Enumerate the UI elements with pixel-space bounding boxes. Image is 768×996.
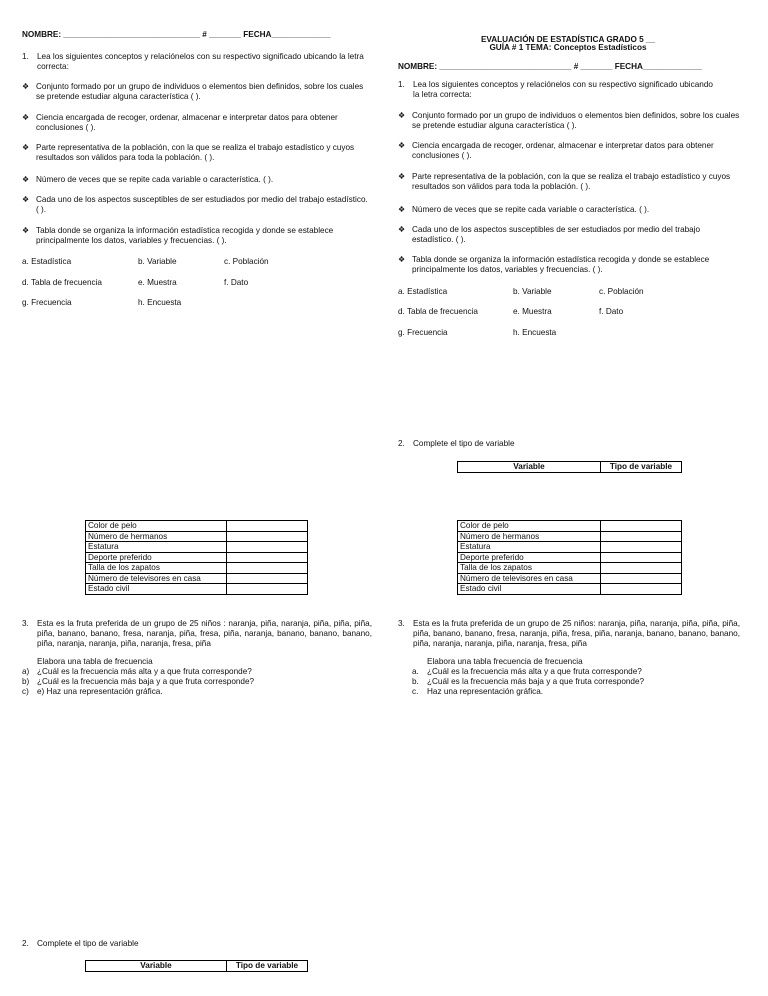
left-question-2: 2. Complete el tipo de variable (22, 939, 139, 948)
left-q1-item: ❖ Tabla donde se organiza la información estadística recogida y donde se establece principalmente los datos, variables y frecuencias. ( ). (22, 226, 334, 245)
answer-cell[interactable] (227, 542, 308, 553)
answer-cell[interactable] (601, 531, 682, 542)
right-q1-item: ❖ Parte representativa de la población, con la que se realiza el trabajo estadístico y cuyos resultados son válidos para toda la población. ( ). (398, 172, 731, 191)
right-option: d. Tabla de frecuencia (398, 307, 478, 316)
left-option: e. Muestra (138, 278, 177, 287)
answer-cell[interactable] (227, 531, 308, 542)
left-option: f. Dato (224, 278, 249, 287)
right-option: c. Población (599, 287, 644, 296)
table-row: Talla de los zapatos (86, 563, 308, 574)
diamond-bullet-icon: ❖ (398, 141, 406, 150)
table-row: Color de pelo (86, 521, 308, 532)
table-header-row: Variable Tipo de variable (458, 462, 682, 473)
table-row: Estado civil (458, 584, 682, 595)
diamond-bullet-icon: ❖ (22, 113, 30, 122)
left-q1-item: ❖ Ciencia encargada de recoger, ordenar, almacenar e interpretar datos para obtener conclusiones ( ). (22, 113, 338, 132)
left-option: h. Encuesta (138, 298, 182, 307)
right-question-2: 2. Complete el tipo de variable (398, 439, 515, 448)
right-option: f. Dato (599, 307, 624, 316)
table-row: Número de televisores en casa (458, 573, 682, 584)
right-option: b. Variable (513, 287, 552, 296)
right-q1-item: ❖ Número de veces que se repite cada variable o característica. ( ). (398, 205, 650, 214)
diamond-bullet-icon: ❖ (398, 255, 406, 264)
diamond-bullet-icon: ❖ (398, 111, 406, 120)
table-row: Estatura (86, 542, 308, 553)
right-q3-intro: Elabora una tabla frecuencia de frecuencia (427, 657, 583, 666)
answer-cell[interactable] (601, 552, 682, 563)
diamond-bullet-icon: ❖ (22, 143, 30, 152)
table-row: Talla de los zapatos (458, 563, 682, 574)
diamond-bullet-icon: ❖ (22, 82, 30, 91)
left-q1-number: 1. (22, 52, 29, 61)
table-row: Número de hermanos (86, 531, 308, 542)
right-variables-table (457, 520, 682, 595)
table-row: Número de hermanos (458, 531, 682, 542)
left-q3-intro: Elabora una tabla de frecuencia (37, 657, 153, 666)
right-q1-item: ❖ Cada uno de los aspectos susceptibles de ser estudiados por medio del trabajo estadístico. ( ). (398, 225, 701, 244)
left-q1-item: ❖ Número de veces que se repite cada variable o característica. ( ). (22, 175, 274, 184)
right-q1-item: ❖ Ciencia encargada de recoger, ordenar, almacenar e interpretar datos para obtener conclusiones ( ). (398, 141, 714, 160)
left-header: NOMBRE: ______________________________ # _______ FECHA_____________ (22, 30, 331, 39)
answer-cell[interactable] (227, 552, 308, 563)
right-question-3: 3. Esta es la fruta preferida de un grupo de 25 niños: naranja, piña, naranja, piña, piña, piña, piña, banano, banano, fresa, naranja, piña, fresa, piña, naranja, banano, banano, banano, piña, naranja, naranja, piña, naranja, fresa, piña Elabora una tabla frecuencia de frecuencia a. ¿Cuál es la frecuencia más alta y a que fruta corresponde? b. ¿Cuál es la frecuencia más baja y a que fruta corresponde? c. Haz una representación gráfica. (398, 619, 740, 696)
right-q1-text: Lea los siguientes conceptos y relaciónelos con su respectivo significado ubicando la letra correcta: (413, 80, 713, 99)
left-q3-text: Esta es la fruta preferida de un grupo de 25 niños : naranja, piña, naranja, piña, piña, piña, piña, banano, banano, fresa, naranja, piña, fresa, piña, naranja, banano, banano, banano, piña, naranja, naranja, piña, naranja, fresa, piña (37, 619, 372, 648)
table-row: Estatura (458, 542, 682, 553)
answer-cell[interactable] (601, 542, 682, 553)
diamond-bullet-icon: ❖ (398, 225, 406, 234)
table-row: Deporte preferido (86, 552, 308, 563)
answer-cell[interactable] (601, 584, 682, 595)
answer-cell[interactable] (601, 521, 682, 532)
left-q1-item: ❖ Parte representativa de la población, con la que se realiza el trabajo estadístico y cuyos resultados son válidos para toda la población. ( ). (22, 143, 355, 162)
answer-cell[interactable] (227, 563, 308, 574)
diamond-bullet-icon: ❖ (398, 172, 406, 181)
table-row: Deporte preferido (458, 552, 682, 563)
diamond-bullet-icon: ❖ (22, 195, 30, 204)
right-option: a. Estadística (398, 287, 448, 296)
diamond-bullet-icon: ❖ (22, 226, 30, 235)
right-subtitle: GUÍA # 1 TEMA: Conceptos Estadísticos (489, 43, 647, 52)
answer-cell[interactable] (227, 573, 308, 584)
left-q1-text: Lea los siguientes conceptos y relaciónelos con su respectivo significado ubicando la letra correcta: (37, 52, 364, 71)
left-question-1 (22, 52, 372, 72)
right-q1-item: ❖ Tabla donde se organiza la información estadística recogida y donde se establece principalmente los datos, variables y frecuencias. ( ). (398, 255, 710, 274)
right-header: NOMBRE: _____________________________ # _______ FECHA_____________ (398, 62, 703, 71)
left-option: b. Variable (138, 257, 177, 266)
answer-cell[interactable] (601, 563, 682, 574)
left-variable-type-table (85, 960, 308, 972)
right-q3-text: Esta es la fruta preferida de un grupo de 25 niños: naranja, piña, naranja, piña, piña, piña, piña, banano, banano, fresa, naranja, piña, fresa, piña, naranja, banano, banano, banano, piña, naranja, naranja, piña, naranja, fresa, piña (413, 619, 740, 648)
left-option: g. Frecuencia (22, 298, 72, 307)
answer-cell[interactable] (227, 521, 308, 532)
left-option: c. Población (224, 257, 269, 266)
right-option: h. Encuesta (513, 328, 557, 337)
left-option: d. Tabla de frecuencia (22, 278, 102, 287)
right-option: g. Frecuencia (398, 328, 448, 337)
answer-cell[interactable] (227, 584, 308, 595)
table-row: Número de televisores en casa (86, 573, 308, 584)
right-variable-type-table (457, 461, 682, 473)
answer-cell[interactable] (601, 573, 682, 584)
right-option: e. Muestra (513, 307, 552, 316)
right-title: EVALUACIÓN DE ESTADÍSTICA GRADO 5 __ (480, 35, 656, 44)
table-header-row: Variable Tipo de variable (86, 961, 308, 972)
table-row: Estado civil (86, 584, 308, 595)
table-row: Color de pelo (458, 521, 682, 532)
diamond-bullet-icon: ❖ (398, 205, 406, 214)
left-q1-item: ❖ Conjunto formado por un grupo de individuos o elementos bien definidos, sobre los cuales se pretende estudiar alguna característica ( ). (22, 82, 364, 101)
left-variables-table (85, 520, 308, 595)
diamond-bullet-icon: ❖ (22, 175, 30, 184)
right-q1-item: ❖ Conjunto formado por un grupo de individuos o elementos bien definidos, sobre los cuales se pretende estudiar alguna característica ( ). (398, 111, 740, 130)
left-question-3: 3. Esta es la fruta preferida de un grupo de 25 niños : naranja, piña, naranja, piña, piña, piña, piña, banano, banano, fresa, naranja, piña, fresa, piña, naranja, banano, banano, banano, piña, naranja, naranja, piña, naranja, fresa, piña Elabora una tabla de frecuencia a) ¿Cuál es la frecuencia más alta y a que fruta corresponde? b) ¿Cuál es la frecuencia más baja y a que fruta corresponde? c) e) Haz una representación gráfica. (22, 619, 372, 696)
left-option: a. Estadística (22, 257, 72, 266)
left-q1-item: ❖ Cada uno de los aspectos susceptibles de ser estudiados por medio del trabajo estadístico. ( ). (22, 195, 368, 214)
